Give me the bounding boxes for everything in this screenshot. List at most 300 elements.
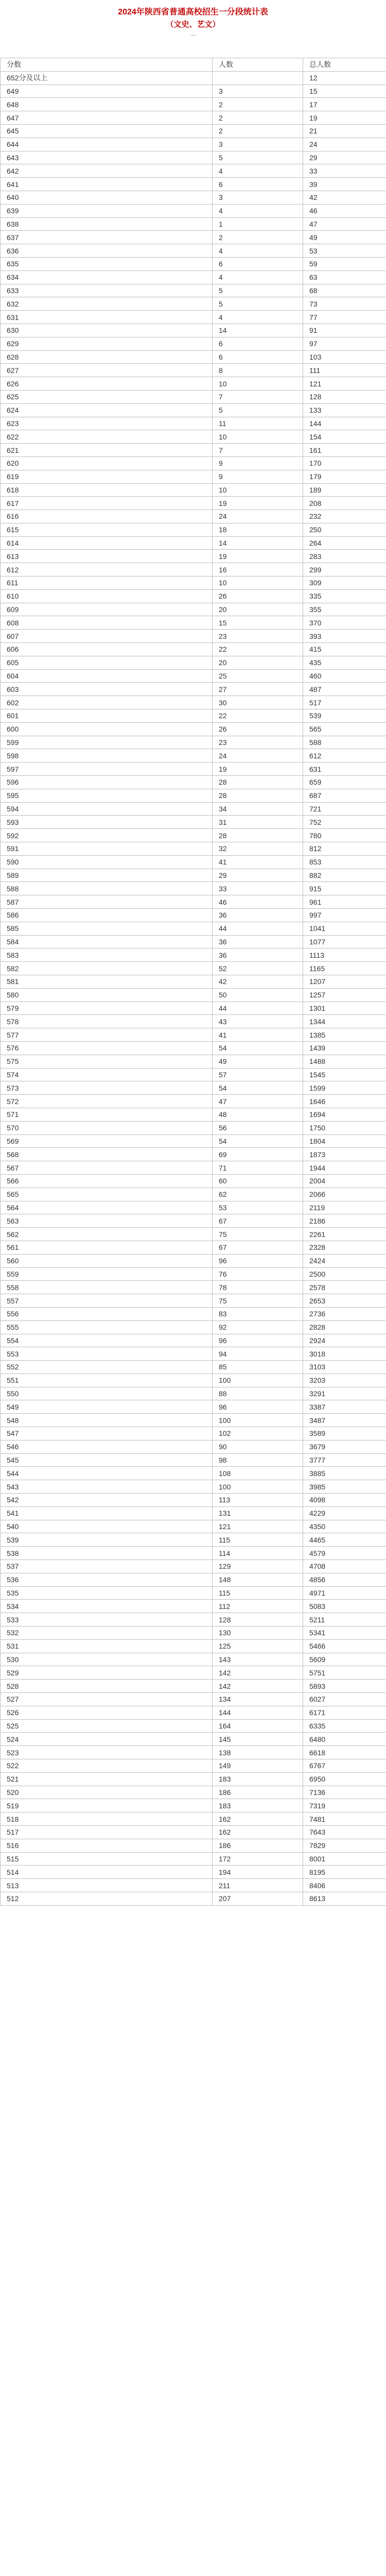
count-cell: 42: [213, 975, 303, 988]
table-row: [1, 550, 386, 563]
total-cell: 4229: [303, 1506, 386, 1520]
score-cell: 552: [1, 1361, 213, 1374]
score-cell: 645: [1, 124, 213, 138]
score-cell: 525: [1, 1719, 213, 1733]
score-cell: 606: [1, 643, 213, 656]
total-cell: 232: [303, 510, 386, 523]
count-cell: 76: [213, 1267, 303, 1281]
count-cell: 2: [213, 124, 303, 138]
score-cell: 531: [1, 1639, 213, 1653]
score-cell: 641: [1, 178, 213, 191]
score-cell: 555: [1, 1320, 213, 1334]
table-row: [1, 71, 386, 84]
total-cell: 189: [303, 483, 386, 497]
score-cell: 560: [1, 1254, 213, 1267]
table-row: [1, 217, 386, 231]
total-cell: 1599: [303, 1081, 386, 1095]
table-row: [1, 1573, 386, 1586]
table-row: [1, 444, 386, 457]
count-cell: 108: [213, 1467, 303, 1480]
total-cell: 6950: [303, 1772, 386, 1786]
count-cell: 4: [213, 244, 303, 258]
total-cell: 3291: [303, 1387, 386, 1400]
count-cell: 62: [213, 1188, 303, 1201]
score-cell: 522: [1, 1759, 213, 1773]
total-cell: 415: [303, 643, 386, 656]
total-cell: 853: [303, 855, 386, 869]
table-row: [1, 497, 386, 510]
total-cell: 264: [303, 536, 386, 550]
count-cell: 69: [213, 1148, 303, 1161]
score-cell: 538: [1, 1547, 213, 1560]
count-cell: 28: [213, 776, 303, 789]
score-cell: 566: [1, 1174, 213, 1188]
count-cell: 44: [213, 922, 303, 935]
table-row: [1, 709, 386, 723]
table-row: [1, 1374, 386, 1387]
score-cell: 548: [1, 1414, 213, 1427]
total-cell: 631: [303, 762, 386, 776]
total-cell: 780: [303, 829, 386, 842]
table-row: [1, 1812, 386, 1826]
score-cell: 629: [1, 337, 213, 350]
total-cell: 59: [303, 257, 386, 270]
count-cell: 67: [213, 1241, 303, 1254]
total-cell: 2328: [303, 1241, 386, 1254]
count-cell: 121: [213, 1520, 303, 1533]
table-row: [1, 1839, 386, 1852]
total-cell: 17: [303, 98, 386, 111]
count-cell: 48: [213, 1108, 303, 1121]
count-cell: 4: [213, 270, 303, 284]
score-cell: 622: [1, 430, 213, 444]
count-cell: 100: [213, 1414, 303, 1427]
score-cell: 592: [1, 829, 213, 842]
table-row: [1, 1121, 386, 1134]
count-cell: 4: [213, 311, 303, 324]
total-cell: 2186: [303, 1214, 386, 1228]
table-row: [1, 1506, 386, 1520]
score-cell: 642: [1, 164, 213, 178]
table-row: [1, 948, 386, 962]
total-cell: 3387: [303, 1400, 386, 1414]
header-count: 人数: [213, 58, 303, 72]
score-cell: 574: [1, 1068, 213, 1081]
total-cell: 5751: [303, 1666, 386, 1680]
count-cell: 14: [213, 324, 303, 337]
table-row: [1, 1639, 386, 1653]
table-row: [1, 364, 386, 377]
table-row: [1, 1361, 386, 1374]
table-row: [1, 1613, 386, 1626]
score-cell: 528: [1, 1680, 213, 1693]
total-cell: 687: [303, 789, 386, 802]
total-cell: 1804: [303, 1134, 386, 1148]
table-row: [1, 1320, 386, 1334]
total-cell: 4098: [303, 1494, 386, 1507]
count-cell: 56: [213, 1121, 303, 1134]
score-cell: 512: [1, 1892, 213, 1905]
table-header-row: [1, 58, 386, 72]
total-cell: 49: [303, 231, 386, 244]
score-cell: 602: [1, 696, 213, 709]
total-cell: 91: [303, 324, 386, 337]
total-cell: 435: [303, 656, 386, 669]
score-cell: 575: [1, 1055, 213, 1068]
score-cell: 590: [1, 855, 213, 869]
count-cell: 92: [213, 1320, 303, 1334]
total-cell: 154: [303, 430, 386, 444]
table-row: [1, 1746, 386, 1759]
count-cell: 115: [213, 1533, 303, 1547]
table-row: [1, 922, 386, 935]
score-cell: 514: [1, 1866, 213, 1879]
count-cell: 7: [213, 444, 303, 457]
score-cell: 612: [1, 563, 213, 577]
total-cell: 309: [303, 577, 386, 590]
total-cell: 6027: [303, 1693, 386, 1706]
table-row: [1, 1161, 386, 1175]
count-cell: 16: [213, 563, 303, 577]
score-cell: 573: [1, 1081, 213, 1095]
table-row: [1, 191, 386, 204]
table-row: [1, 1852, 386, 1866]
count-cell: 11: [213, 417, 303, 430]
count-cell: 10: [213, 577, 303, 590]
score-cell: 582: [1, 962, 213, 975]
total-cell: 393: [303, 630, 386, 643]
table-row: [1, 909, 386, 922]
table-row: [1, 683, 386, 696]
count-cell: 33: [213, 882, 303, 895]
count-cell: 19: [213, 497, 303, 510]
count-cell: 18: [213, 523, 303, 536]
total-cell: 882: [303, 869, 386, 882]
total-cell: 2424: [303, 1254, 386, 1267]
total-cell: 588: [303, 736, 386, 749]
count-cell: 10: [213, 483, 303, 497]
count-cell: 52: [213, 962, 303, 975]
count-cell: 20: [213, 603, 303, 616]
table-row: [1, 1653, 386, 1666]
total-cell: 2653: [303, 1294, 386, 1308]
score-cell: 578: [1, 1015, 213, 1028]
total-cell: 53: [303, 244, 386, 258]
count-cell: 19: [213, 550, 303, 563]
score-cell: 595: [1, 789, 213, 802]
total-cell: 517: [303, 696, 386, 709]
count-cell: 10: [213, 430, 303, 444]
count-cell: 162: [213, 1825, 303, 1839]
score-cell: 635: [1, 257, 213, 270]
table-row: [1, 656, 386, 669]
total-cell: 5083: [303, 1600, 386, 1613]
count-cell: 128: [213, 1613, 303, 1626]
total-cell: 1344: [303, 1015, 386, 1028]
count-cell: 2: [213, 98, 303, 111]
score-cell: 554: [1, 1334, 213, 1347]
table-row: [1, 1440, 386, 1453]
score-cell: 652分及以上: [1, 71, 213, 84]
count-cell: 27: [213, 683, 303, 696]
total-cell: 3985: [303, 1480, 386, 1494]
table-row: [1, 669, 386, 683]
total-cell: 6335: [303, 1719, 386, 1733]
count-cell: 36: [213, 935, 303, 948]
score-cell: 515: [1, 1852, 213, 1866]
total-cell: 3103: [303, 1361, 386, 1374]
total-cell: 1041: [303, 922, 386, 935]
total-cell: 5211: [303, 1613, 386, 1626]
table-row: [1, 1892, 386, 1905]
total-cell: 3203: [303, 1374, 386, 1387]
score-cell: 577: [1, 1028, 213, 1042]
table-row: [1, 1334, 386, 1347]
count-cell: 1: [213, 217, 303, 231]
count-cell: 129: [213, 1560, 303, 1573]
score-cell: 534: [1, 1600, 213, 1613]
total-cell: 8613: [303, 1892, 386, 1905]
table-row: [1, 1666, 386, 1680]
count-cell: 4: [213, 204, 303, 217]
total-cell: 1694: [303, 1108, 386, 1121]
table-row: [1, 178, 386, 191]
table-row: [1, 456, 386, 470]
table-row: [1, 350, 386, 364]
score-cell: 535: [1, 1586, 213, 1600]
count-cell: 6: [213, 257, 303, 270]
score-cell: 550: [1, 1387, 213, 1400]
count-cell: 28: [213, 789, 303, 802]
table-row: [1, 1825, 386, 1839]
total-cell: 7481: [303, 1812, 386, 1826]
count-cell: 3: [213, 84, 303, 98]
score-cell: 636: [1, 244, 213, 258]
total-cell: 68: [303, 284, 386, 297]
total-cell: 2924: [303, 1334, 386, 1347]
count-cell: 5: [213, 297, 303, 311]
score-cell: 614: [1, 536, 213, 550]
count-cell: 30: [213, 696, 303, 709]
table-row: [1, 390, 386, 403]
score-cell: 570: [1, 1121, 213, 1134]
score-cell: 600: [1, 722, 213, 736]
table-row: [1, 1533, 386, 1547]
count-cell: 172: [213, 1852, 303, 1866]
count-cell: 207: [213, 1892, 303, 1905]
score-cell: 626: [1, 377, 213, 391]
total-cell: 42: [303, 191, 386, 204]
count-cell: 83: [213, 1307, 303, 1320]
count-cell: 5: [213, 284, 303, 297]
score-cell: 536: [1, 1573, 213, 1586]
score-cell: 579: [1, 1002, 213, 1015]
table-row: [1, 1134, 386, 1148]
total-cell: 612: [303, 749, 386, 762]
table-row: [1, 1188, 386, 1201]
table-row: [1, 138, 386, 151]
table-row: [1, 1427, 386, 1440]
total-cell: 487: [303, 683, 386, 696]
total-cell: 659: [303, 776, 386, 789]
total-cell: 2828: [303, 1320, 386, 1334]
count-cell: 32: [213, 842, 303, 856]
score-cell: 568: [1, 1148, 213, 1161]
total-cell: 355: [303, 603, 386, 616]
total-cell: 915: [303, 882, 386, 895]
score-cell: 576: [1, 1041, 213, 1055]
table-row: [1, 1414, 386, 1427]
total-cell: 6767: [303, 1759, 386, 1773]
score-cell: 628: [1, 350, 213, 364]
score-cell: 594: [1, 802, 213, 816]
count-cell: 96: [213, 1254, 303, 1267]
count-cell: 22: [213, 643, 303, 656]
count-cell: 54: [213, 1041, 303, 1055]
count-cell: 46: [213, 895, 303, 909]
table-row: [1, 1294, 386, 1308]
count-cell: 6: [213, 350, 303, 364]
table-row: [1, 842, 386, 856]
count-cell: 142: [213, 1666, 303, 1680]
score-cell: 632: [1, 297, 213, 311]
table-row: [1, 736, 386, 749]
table-row: [1, 1680, 386, 1693]
total-cell: 7643: [303, 1825, 386, 1839]
total-cell: 5466: [303, 1639, 386, 1653]
score-cell: 584: [1, 935, 213, 948]
total-cell: 39: [303, 178, 386, 191]
table-row: [1, 257, 386, 270]
score-cell: 586: [1, 909, 213, 922]
score-cell: 618: [1, 483, 213, 497]
total-cell: 812: [303, 842, 386, 856]
count-cell: 114: [213, 1547, 303, 1560]
table-row: [1, 1706, 386, 1719]
score-cell: 631: [1, 311, 213, 324]
count-cell: 29: [213, 869, 303, 882]
score-cell: 588: [1, 882, 213, 895]
total-cell: 1944: [303, 1161, 386, 1175]
header-score: 分数: [1, 58, 213, 72]
table-row: [1, 1015, 386, 1028]
total-cell: 3679: [303, 1440, 386, 1453]
table-row: [1, 1586, 386, 1600]
table-row: [1, 417, 386, 430]
count-cell: 125: [213, 1639, 303, 1653]
score-distribution-table: [0, 58, 386, 1906]
score-cell: 619: [1, 470, 213, 483]
count-cell: 3: [213, 138, 303, 151]
total-cell: 1385: [303, 1028, 386, 1042]
table-row: [1, 1799, 386, 1812]
table-row: [1, 98, 386, 111]
total-cell: 170: [303, 456, 386, 470]
table-row: [1, 1480, 386, 1494]
table-row: [1, 1068, 386, 1081]
table-row: [1, 1002, 386, 1015]
total-cell: 5341: [303, 1626, 386, 1640]
table-row: [1, 1866, 386, 1879]
total-cell: 73: [303, 297, 386, 311]
total-cell: 6171: [303, 1706, 386, 1719]
total-cell: 46: [303, 204, 386, 217]
score-cell: 603: [1, 683, 213, 696]
total-cell: 19: [303, 111, 386, 125]
table-row: [1, 470, 386, 483]
score-cell: 544: [1, 1467, 213, 1480]
table-row: [1, 935, 386, 948]
score-cell: 644: [1, 138, 213, 151]
score-cell: 542: [1, 1494, 213, 1507]
table-row: [1, 1600, 386, 1613]
count-cell: 31: [213, 816, 303, 829]
total-cell: 4856: [303, 1573, 386, 1586]
table-row: [1, 270, 386, 284]
total-cell: 133: [303, 403, 386, 417]
table-row: [1, 1772, 386, 1786]
total-cell: 721: [303, 802, 386, 816]
count-cell: 142: [213, 1680, 303, 1693]
score-cell: 623: [1, 417, 213, 430]
table-row: [1, 1520, 386, 1533]
count-cell: 149: [213, 1759, 303, 1773]
total-cell: 1257: [303, 988, 386, 1002]
total-cell: 8195: [303, 1866, 386, 1879]
header-total: 总人数: [303, 58, 386, 72]
total-cell: 3018: [303, 1347, 386, 1361]
table-row: [1, 1055, 386, 1068]
score-cell: 520: [1, 1786, 213, 1799]
total-cell: 539: [303, 709, 386, 723]
count-cell: 54: [213, 1081, 303, 1095]
score-cell: 593: [1, 816, 213, 829]
score-cell: 613: [1, 550, 213, 563]
total-cell: 250: [303, 523, 386, 536]
count-cell: 148: [213, 1573, 303, 1586]
score-cell: 530: [1, 1653, 213, 1666]
count-cell: 96: [213, 1334, 303, 1347]
count-cell: 115: [213, 1586, 303, 1600]
score-cell: 518: [1, 1812, 213, 1826]
score-cell: 601: [1, 709, 213, 723]
total-cell: 2066: [303, 1188, 386, 1201]
table-row: [1, 1174, 386, 1188]
count-cell: 130: [213, 1626, 303, 1640]
count-cell: 183: [213, 1772, 303, 1786]
count-cell: 9: [213, 456, 303, 470]
count-cell: 102: [213, 1427, 303, 1440]
count-cell: 162: [213, 1812, 303, 1826]
count-cell: 10: [213, 377, 303, 391]
total-cell: 4579: [303, 1547, 386, 1560]
table-row: [1, 1626, 386, 1640]
table-row: [1, 1786, 386, 1799]
count-cell: 78: [213, 1281, 303, 1294]
total-cell: 15: [303, 84, 386, 98]
count-cell: 7: [213, 390, 303, 403]
table-row: [1, 1693, 386, 1706]
table-row: [1, 1347, 386, 1361]
score-cell: 527: [1, 1693, 213, 1706]
table-row: [1, 616, 386, 630]
count-cell: 5: [213, 151, 303, 164]
score-cell: 581: [1, 975, 213, 988]
table-row: [1, 895, 386, 909]
total-cell: 103: [303, 350, 386, 364]
table-row: [1, 1879, 386, 1892]
count-cell: 85: [213, 1361, 303, 1374]
